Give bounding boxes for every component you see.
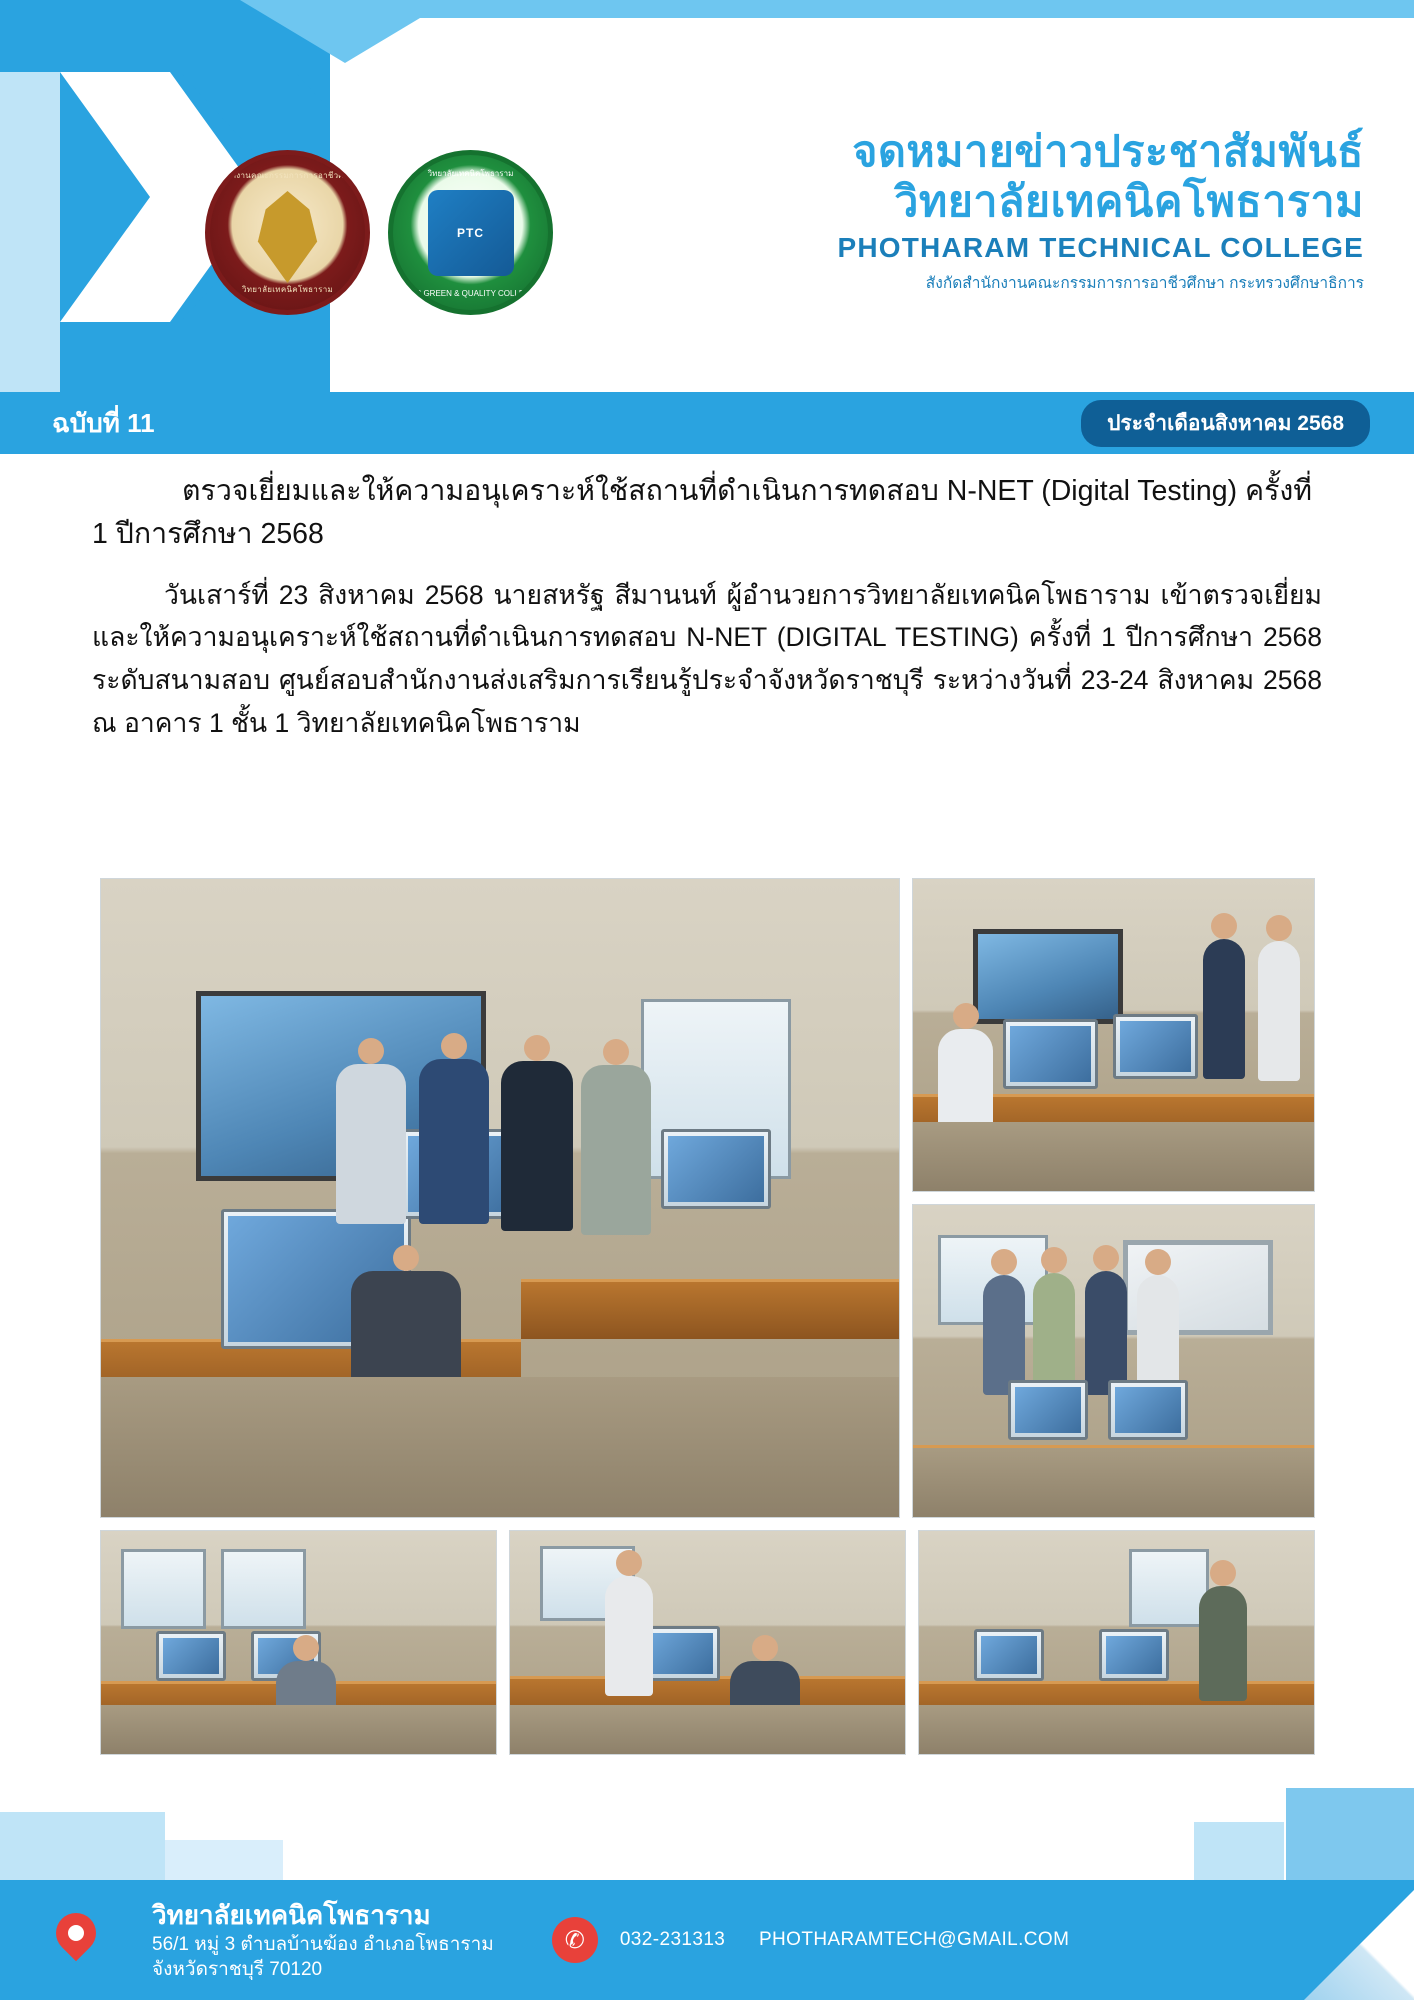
header-titles xyxy=(837,128,1364,295)
footer-contact xyxy=(620,1929,1069,1951)
seal-text-bottom: วิทยาลัยเทคนิคโพธาราม xyxy=(241,285,334,294)
photo-staff-group-standing-in-lab xyxy=(912,1204,1315,1518)
ptc-green-quality-college-icon xyxy=(388,150,553,315)
footer-phone-number: 032-231313 xyxy=(619,1929,726,1950)
header-logos xyxy=(205,150,553,315)
photo-column-right xyxy=(912,878,1315,1518)
affiliation-line: สังกัดสำนักงานคณะกรรมการการอาชีวศึกษา กระทรวงศึกษาธิการ xyxy=(925,274,1364,292)
article-headline: ตรวจเยี่ยมและให้ความอนุเคราะห์ใช้สถานที่ดำเนินการทดสอบ N-NET (Digital Testing) ครั้งที่ 1 ปีการศึกษา 2568 xyxy=(92,475,1313,550)
vocational-education-seal-icon xyxy=(205,150,370,315)
footer-shape-4 xyxy=(1286,1788,1414,1880)
footer-college-name: วิทยาลัยเทคนิคโพธาราม xyxy=(152,1899,431,1930)
issue-number: ฉบับที่ 11 xyxy=(52,407,155,438)
phone-icon: ✆ xyxy=(552,1917,598,1963)
footer-email[interactable]: PHOTHARAMTECH@GMAIL.COM xyxy=(758,1929,1070,1950)
photo-row-top xyxy=(100,878,1315,1518)
header-swoosh-inner xyxy=(330,18,1414,72)
green-logo-text-top: วิทยาลัยเทคนิคโพธาราม xyxy=(427,169,514,178)
photo-students-testing-row-1 xyxy=(100,1530,497,1755)
footer-address-line-1: 56/1 หมู่ 3 ตำบลบ้านฆ้อง อำเภอโพธาราม xyxy=(152,1934,494,1956)
newsletter-title-th: จดหมายข่าวประชาสัมพันธ์ xyxy=(852,128,1364,176)
footer-content xyxy=(0,1880,1414,2000)
photo-students-testing-row-3 xyxy=(918,1530,1315,1755)
header-left-light-stripe xyxy=(0,72,60,392)
issue-month-badge: ประจำเดือนสิงหาคม 2568 xyxy=(1081,400,1370,447)
footer-address xyxy=(152,1898,494,1982)
issue-bar xyxy=(0,392,1414,454)
college-name-en: PHOTHARAM TECHNICAL COLLEGE xyxy=(837,231,1364,263)
green-logo-text-bottom: PTC GREEN & QUALITY COLLEGE xyxy=(405,289,536,298)
article-paragraph: วันเสาร์ที่ 23 สิงหาคม 2568 นายสหรัฐ สีมานนท์ ผู้อำนวยการวิทยาลัยเทคนิคโพธาราม เข้าตรวจเยี่ยมและให้ความอนุเคราะห์ใช้สถานที่ดำเนินการทดสอบ N-NET (DIGITAL TESTING) ครั้งที่ 1 ปีการศึกษา 2568 ระดับสนามสอบ ศูนย์สอบสำนักงานส่งเสริมการเรียนรู้ประจำจังหวัดราชบุรี ระหว่างวันที่ 23-24 สิงหาคม 2568 ณ อาคาร 1 ชั้น 1 วิทยาลัยเทคนิคโพธาราม xyxy=(92,579,1322,739)
college-name-th: วิทยาลัยเทคนิคโพธาราม xyxy=(894,177,1364,226)
footer-shape-3 xyxy=(1194,1822,1284,1880)
photo-row-bottom xyxy=(100,1530,1315,1755)
photo-gallery xyxy=(100,878,1315,1755)
footer-shape-1 xyxy=(0,1812,165,1880)
photo-students-testing-row-2 xyxy=(509,1530,906,1755)
photo-exam-room-overview xyxy=(912,878,1315,1192)
page-header xyxy=(0,0,1414,392)
footer-address-line-2: จังหวัดราชบุรี 70120 xyxy=(152,1959,323,1981)
photo-main-group-in-computer-lab xyxy=(100,878,900,1518)
ptc-monogram: PTC xyxy=(428,190,514,276)
article-body xyxy=(0,470,1414,745)
footer-shape-2 xyxy=(165,1840,283,1880)
seal-text-top: สำนักงานคณะกรรมการการอาชีวศึกษา xyxy=(215,171,360,180)
location-pin-icon xyxy=(56,1913,96,1967)
